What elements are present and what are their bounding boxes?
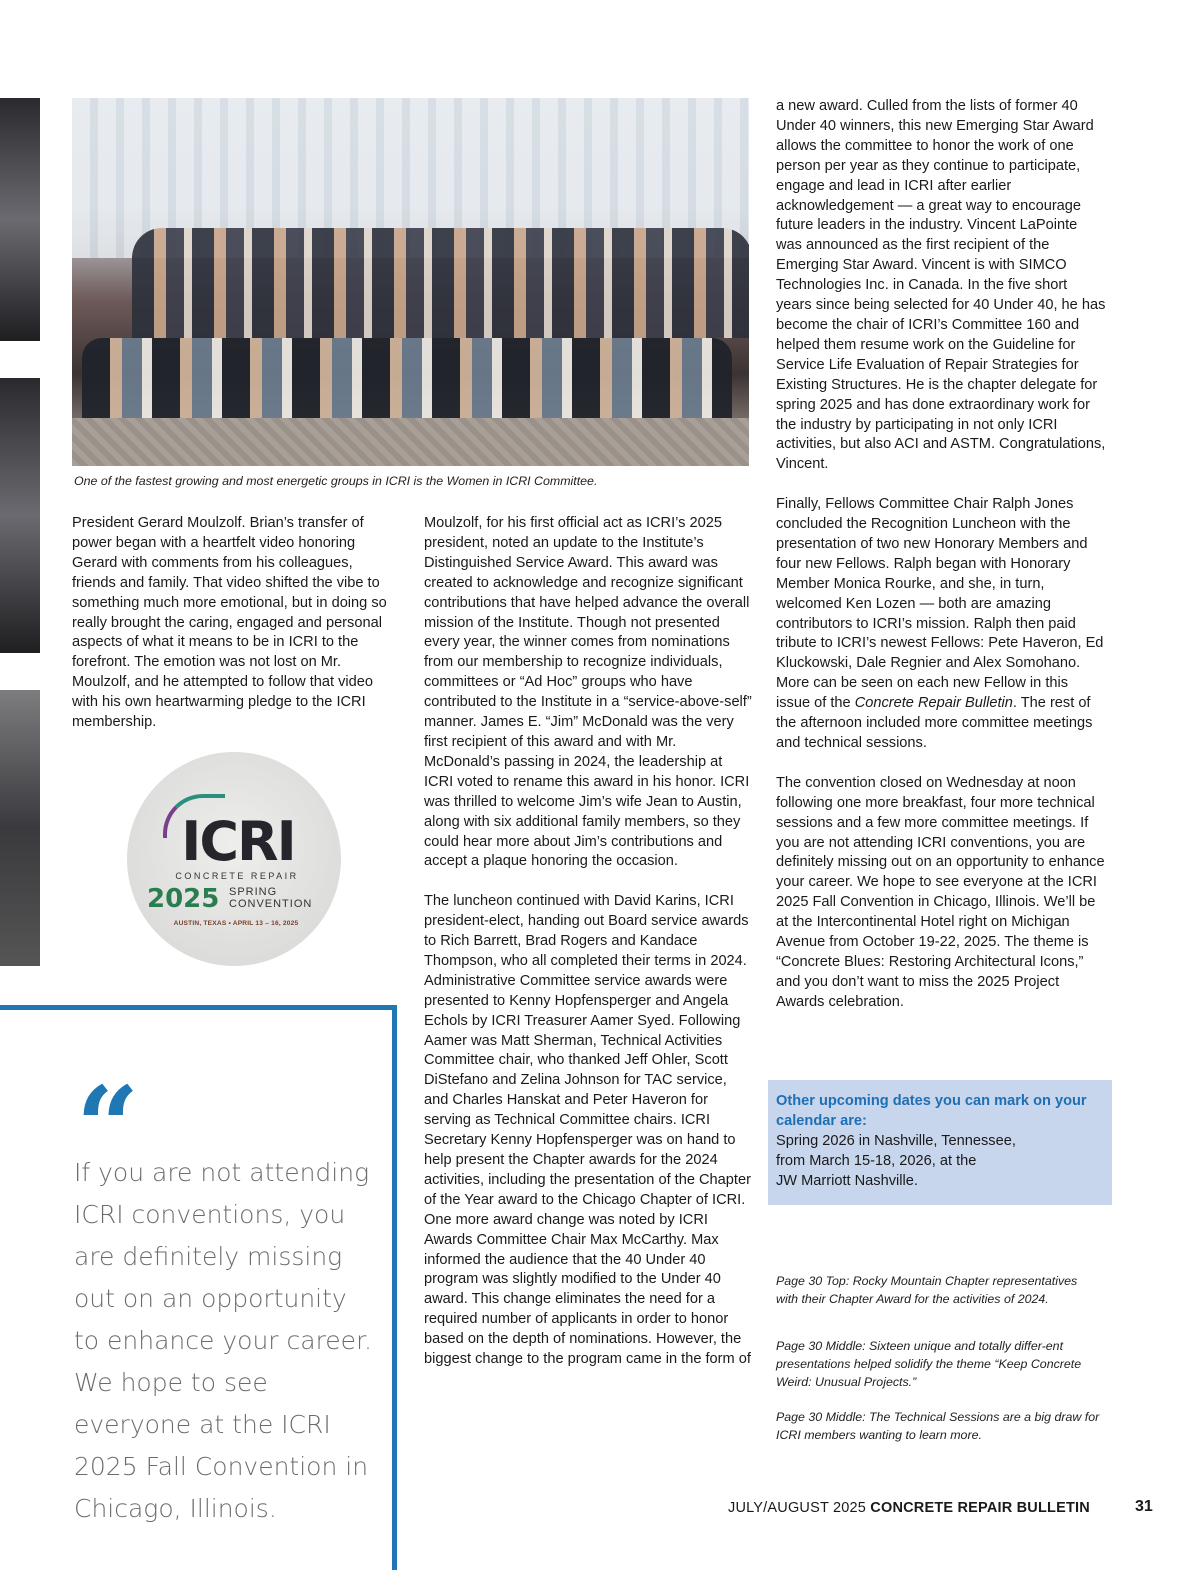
group-photo	[72, 98, 749, 466]
upcoming-dates-heading: Other upcoming dates you can mark on your calendar are:	[776, 1093, 1087, 1129]
column-3-paragraph-2-text: Finally, Fellows Committee Chair Ralph Jones concluded the Recognition Luncheon with the presentation of two new Honorary Members and four new Fellows. Ralph began with Honorary Member Monica Rourke, and she, in turn, welcomed Ken Lozen — both are amazing contributors to ICRI’s mission. Ralph then paid tribute to ICRI’s newest Fellows: Pete Haveron, Ed Kluckowski, Dale Regnier and Alex Somohano. More can be seen on each new Fellow in this issue of the	[776, 496, 1104, 712]
photo-group-back-row	[132, 228, 749, 338]
photo-carpet	[72, 418, 749, 466]
pull-quote-text: If you are not attending ICRI conventions, you are definitely missing out on an opportunity to enhance your career. We hope to see everyone at the ICRI 2025 Fall Convention in Chicago, Illinois.	[74, 1158, 372, 1523]
column-3-paragraph-1: a new award. Culled from the lists of former 40 Under 40 winners, this new Emerging Star Award allows the committee to honor the work of one person per year as they continue to participate, engage and lead in ICRI after earlier acknowledgement — a great way to encourage future leaders in the industry. Vincent LaPointe was announced as the first recipient of the Emerging Star Award. Vincent is with SIMCO Technologies Inc. in Canada. In the five short years since being selected for 40 Under 40, he has become the chair of ICRI’s Committee 160 and helped them resume work on the Guideline for Service Life Evaluation of Repair Strategies for Existing Structures. He is the chapter delegate for spring 2025 and has done extraordinary work for the industry by participating in not only ICRI activities, but also ACI and ASTM. Congratulations, Vincent.	[776, 98, 1106, 473]
column-3-paragraph-2	[776, 495, 1106, 754]
logo-subtitle: CONCRETE REPAIR	[175, 871, 299, 881]
column-2-paragraph-1: Moulzolf, for his first official act as ICRI’s 2025 president, noted an update to the Institute’s Distinguished Service Award. This award was created to acknowledge and recognize significant contributions that have helped advance the overall mission of the Institute. Though not presented every year, the winner comes from nominations from our membership to recognize individuals, committees or “Ad Hoc” groups who have contributed to the Institute in a “service-above-self” manner. James E. “Jim” McDonald was the very first recipient of this award and with Mr. McDonald’s passing in 2024, the leadership at ICRI voted to rename this award in his honor. ICRI was thrilled to welcome Jim’s wife Jean to Austin, along with six additional family members, so they could hear more about Jim’s contributions and accept a plaque honoring the occasion.	[424, 515, 752, 870]
column-1-paragraph-1: President Gerard Moulzolf. Brian’s transfer of power began with a heartfelt video honoring Gerard with comments from his colleagues, friends and family. That video shifted the vibe to something much more emotional, but in doing so really brought the caring, engaged and personal aspects of what it means to be in ICRI to the forefront. The emotion was not lost on Mr. Moulzolf, and he attempted to follow that video with his own heartwarming pledge to the ICRI membership.	[72, 515, 387, 731]
column-2	[424, 514, 754, 1390]
side-caption-2: Page 30 Middle: Sixteen unique and totally differ-ent presentations helped solidify the theme “Keep Concrete Weird: Unusual Projects.”	[776, 1339, 1082, 1389]
upcoming-dates-line-3: JW Marriott Nashville.	[776, 1172, 918, 1189]
page-footer	[728, 1500, 1090, 1516]
column-2-paragraph-2: The luncheon continued with David Karins, ICRI president-elect, handing out Board service awards to Rich Barrett, Brad Rogers and Kandace Thompson, who all completed their terms in 2024. Administrative Committee service awards were presented to Kenny Hopfensperger and Angela Echols by ICRI Treasurer Aamer Syed. Following Aamer was Matt Sherman, Technical Activities Committee chair, who thanked Jeff Ohler, Scott DiStefano and Zelina Johnson for TAC service, and Charles Hanskat and Peter Haveron for serving as Technical Committee chairs. ICRI Secretary Kenny Hopfensperger was on hand to help present the Chapter awards for the 2024 activities, including the presentation of the Chapter of the Year award to the Chicago Chapter of ICRI. One more award change was noted by ICRI Awards Committee Chair Max McCarthy. Max informed the audience that the 40 Under 40 program was slightly modified to the Under 40 award. This change eliminates the need for a required number of applicants in order to honor based on the depth of nominations. However, the biggest change to the program came in the form of	[424, 893, 751, 1368]
logo-location: AUSTIN, TEXAS • APRIL 13 – 16, 2025	[173, 920, 299, 927]
side-photo-top	[0, 98, 40, 341]
upcoming-dates-content	[776, 1092, 1096, 1192]
column-3-paragraph-3: The convention closed on Wednesday at noon following one more breakfast, four more technical sessions and a few more committee meetings. If you are not attending ICRI conventions, you are definitely missing out on an opportunity to enhance your career. We hope to see everyone at the ICRI 2025 Fall Convention in Chicago, Illinois. We’ll be at the Intercontinental Hotel right on Michigan Avenue from October 19-22, 2025. The theme is “Concrete Blues: Restoring Architectural Icons,” and you don’t want to miss the 2025 Project Awards celebration.	[776, 774, 1105, 1010]
pull-quote-mark: “	[76, 1062, 140, 1191]
side-caption-1: Page 30 Top: Rocky Mountain Chapter representatives with their Chapter Award for the activities of 2024.	[776, 1274, 1078, 1306]
logo-year: 2025	[147, 884, 220, 914]
upcoming-dates-line-1: Spring 2026 in Nashville, Tennessee,	[776, 1132, 1016, 1149]
column-3-paragraph-2-end: . The rest of the afternoon included more committee meetings and technical sessions.	[776, 695, 1093, 751]
side-caption-3: Page 30 Middle: The Technical Sessions are a big draw for ICRI members wanting to learn more.	[776, 1410, 1100, 1442]
side-photo-bottom	[0, 690, 40, 966]
icri-convention-logo	[127, 752, 341, 966]
publication-title-italic: Concrete Repair Bulletin	[854, 695, 1013, 712]
page-number: 31	[1135, 1498, 1153, 1515]
column-1	[72, 514, 394, 753]
logo-event-line1: SPRING	[229, 886, 278, 898]
column-3	[776, 97, 1106, 1033]
logo-brand: ICRI	[181, 810, 295, 873]
upcoming-dates-box	[768, 1080, 1112, 1205]
photo-group-front-row	[82, 338, 732, 428]
photo-caption: One of the fastest growing and most energetic groups in ICRI is the Women in ICRI Committee.	[74, 474, 598, 488]
footer-publication: CONCRETE REPAIR BULLETIN	[870, 1500, 1090, 1516]
logo-event-line2: CONVENTION	[229, 898, 313, 910]
upcoming-dates-line-2: from March 15-18, 2026, at the	[776, 1152, 977, 1169]
side-photo-middle	[0, 378, 40, 653]
footer-issue: JULY/AUGUST 2025	[728, 1500, 871, 1516]
